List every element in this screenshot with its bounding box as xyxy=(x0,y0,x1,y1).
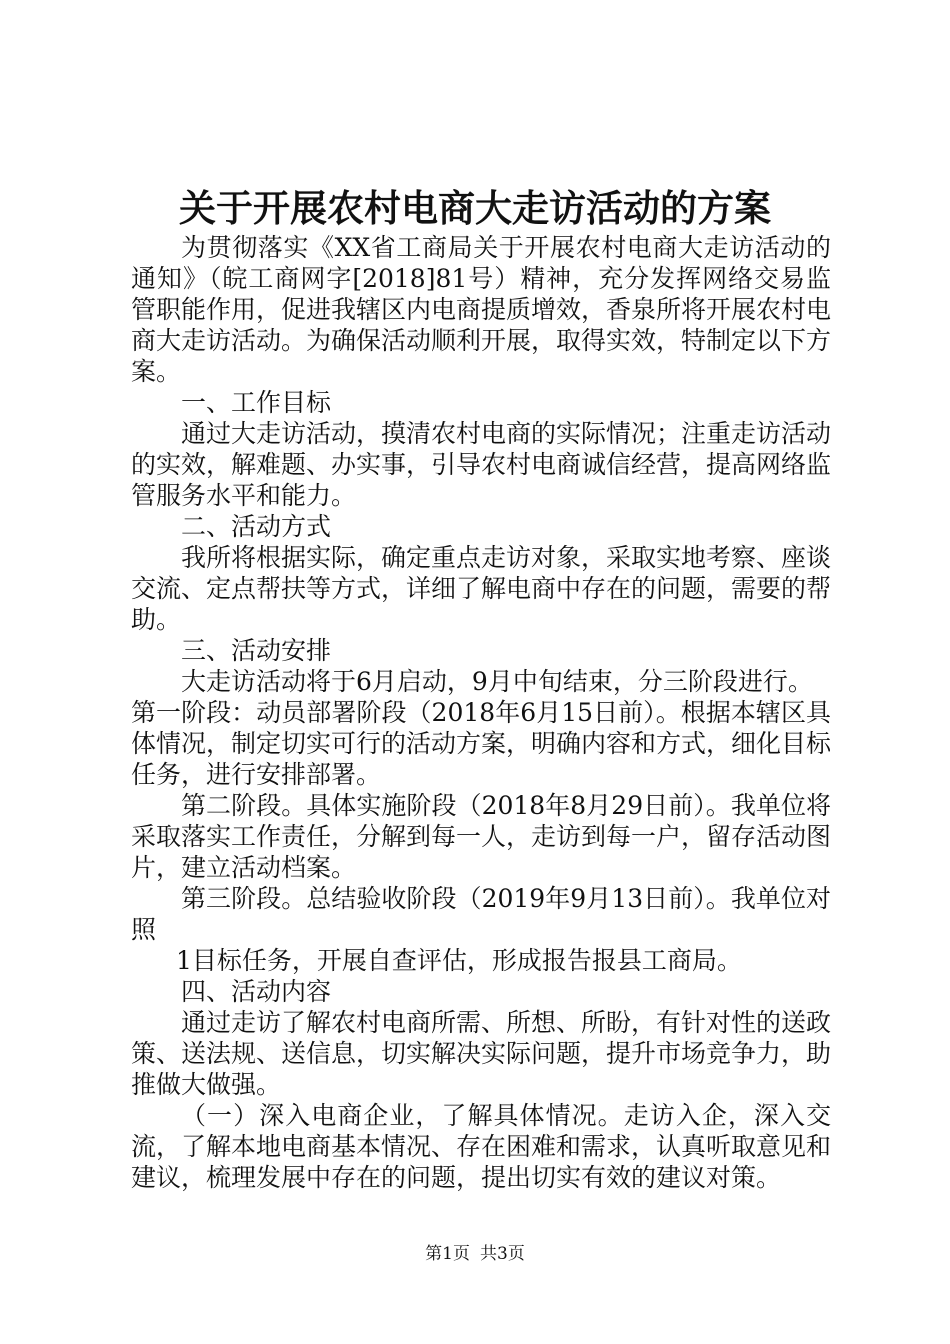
content-paragraph: 通过走访了解农村电商所需、所想、所盼，有针对性的送政策、送法规、送信息，切实解决实际问题，提升市场竞争力，助推做大做强。 xyxy=(131,1008,832,1099)
section-heading-content: 四、活动内容 xyxy=(181,977,332,1006)
phase-one-paragraph: 第一阶段：动员部署阶段（2018年6月15日前）。根据本辖区具体情况，制定切实可行的活动方案，明确内容和方式，细化目标任务，进行安排部署。 xyxy=(131,698,832,789)
phase-two-paragraph: 第二阶段。具体实施阶段（2018年8月29日前）。我单位将采取落实工作责任，分解到每一人，走访到每一户，留存活动图片，建立活动档案。 xyxy=(131,791,832,882)
phase-three-continuation: 1目标任务，开展自查评估，形成报告报县工商局。 xyxy=(176,946,742,975)
document-title: 关于开展农村电商大走访活动的方案 xyxy=(179,186,771,230)
phase-three-paragraph: 第三阶段。总结验收阶段（2019年9月13日前）。我单位对照 xyxy=(131,884,831,944)
schedule-overview-paragraph: 大走访活动将于6月启动，9月中旬结束，分三阶段进行。 xyxy=(181,667,813,696)
intro-paragraph: 为贯彻落实《XX省工商局关于开展农村电商大走访活动的通知》（皖工商网字[2018]81号）精神，充分发挥网络交易监管职能作用，促进我辖区内电商提质增效，香泉所将开展农村电商大走访活动。为确保活动顺利开展，取得实效，特制定以下方案。 xyxy=(131,233,832,386)
document-body xyxy=(131,232,831,1193)
page-number: 第1页 xyxy=(425,1244,470,1264)
section-heading-methods: 二、活动方式 xyxy=(181,512,332,541)
goals-paragraph: 通过大走访活动，摸清农村电商的实际情况；注重走访活动的实效，解难题、办实事，引导农村电商诚信经营，提高网络监管服务水平和能力。 xyxy=(131,419,832,510)
page-footer xyxy=(0,1242,950,1266)
section-heading-schedule: 三、活动安排 xyxy=(181,636,332,665)
content-item-one-paragraph: （一）深入电商企业，了解具体情况。走访入企，深入交流，了解本地电商基本情况、存在困难和需求，认真听取意见和建议，梳理发展中存在的问题，提出切实有效的建议对策。 xyxy=(131,1101,832,1192)
methods-paragraph: 我所将根据实际，确定重点走访对象，采取实地考察、座谈交流、定点帮扶等方式，详细了解电商中存在的问题，需要的帮助。 xyxy=(131,543,832,634)
section-heading-goals: 一、工作目标 xyxy=(181,388,332,417)
page-total: 共3页 xyxy=(480,1244,525,1264)
